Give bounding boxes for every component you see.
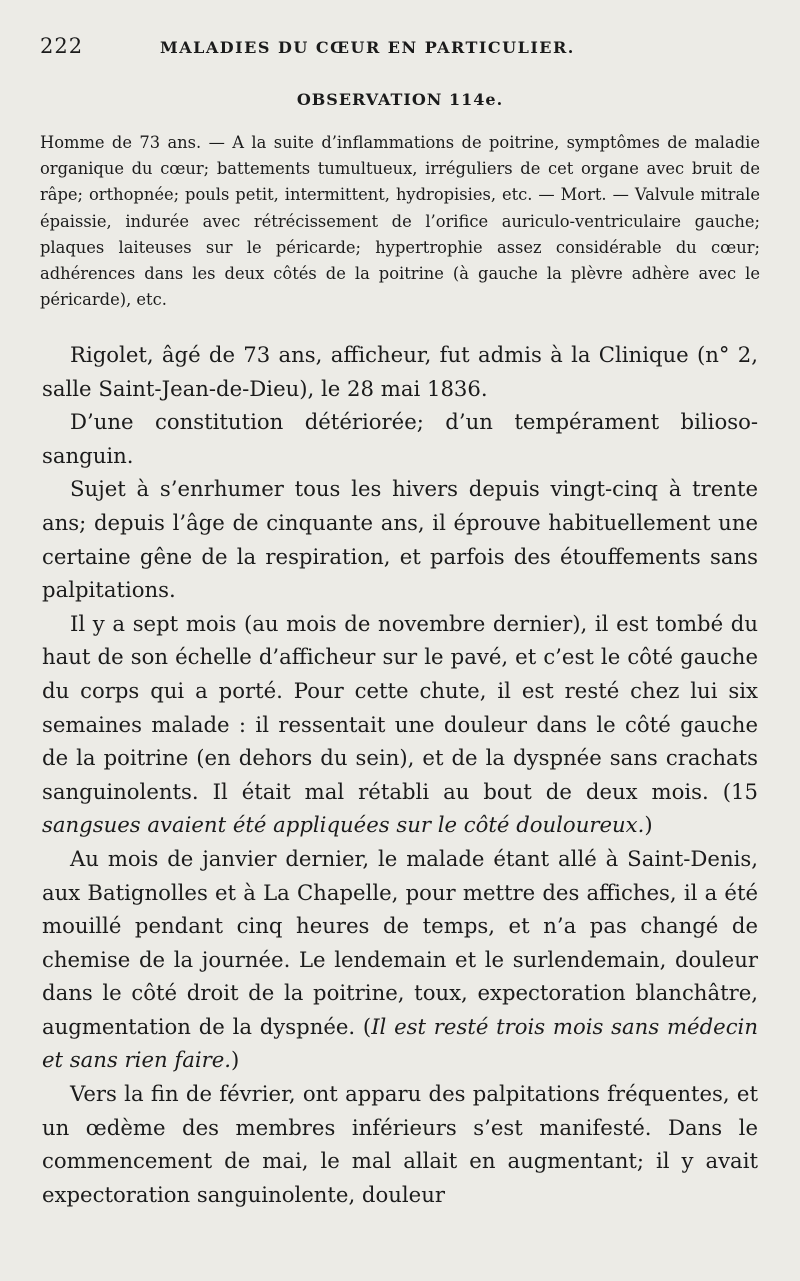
running-head: MALADIES DU CŒUR EN PARTICULIER.: [160, 38, 575, 57]
summary-text: Homme de 73 ans. — A la suite d’inflammations de poitrine, symptômes de maladie organique du cœur; battements tumultueux, irréguliers de cet organe avec bruit de râpe; orthopnée; pouls petit, intermittent, hydropisies, etc. — Mort. — Valvule mitrale épaissie, indurée avec rétrécissement de l’orifice auriculo-ventriculaire gauche; plaques laiteuses sur le péricarde; hypertrophie assez considérable du cœur; adhérences dans les deux côtés de la poitrine (à gauche la plèvre adhère avec le péricarde), etc.: [40, 133, 760, 310]
paragraph-2: D’une constitution détériorée; d’un tempérament bilioso-sanguin.: [42, 409, 758, 468]
paragraph-4-text: Il y a sept mois (au mois de novembre dernier), il est tombé du haut de son échelle d’afficheur sur le pavé, et c’est le côté gauche du corps qui a porté. Pour cette chute, il est resté chez lui six semaines malade : il ressentait une douleur dans le côté gauche de la poitrine (en dehors du sein), et de la dyspnée sans crachats sanguinolents. Il était mal rétabli au bout de deux mois. (15: [42, 610, 758, 804]
paragraph-4-end: ): [644, 812, 653, 838]
paragraph-3: Sujet à s’enrhumer tous les hivers depuis vingt-cinq à trente ans; depuis l’âge de cinquante ans, il éprouve habituellement une certaine gêne de la respiration, et parfois des étouffements sans palpitations.: [42, 476, 758, 603]
paragraph-5-text: Au mois de janvier dernier, le malade étant allé à Saint-Denis, aux Batignolles et à La Chapelle, pour mettre des affiches, il a été mouillé pendant cinq heures de temps, et n’a pas changé de chemise de la journée. Le lendemain et le surlendemain, douleur dans le côté droit de la poitrine, toux, expectoration blanchâtre, augmentation de la dyspnée. (: [42, 845, 758, 1039]
paragraph-4-italic: sangsues avaient été appliquées sur le côté douloureux.: [42, 812, 645, 838]
paragraph-5-italic: Il est resté trois mois sans médecin et sans rien faire.: [42, 1013, 758, 1073]
observation-summary: [40, 130, 760, 313]
paragraph-6: Vers la fin de février, ont apparu des palpitations fréquentes, et un œdème des membres inférieurs s’est manifesté. Dans le commencement de mai, le mal allait en augmentant; il y avait expectoration sanguinolente, douleur: [42, 1081, 758, 1207]
body-text: [42, 338, 758, 1211]
paragraph-1: Rigolet, âgé de 73 ans, afficheur, fut admis à la Clinique (n° 2, salle Saint-Jean-de-Dieu), le 28 mai 1836.: [42, 342, 758, 401]
paragraph-4: [42, 607, 758, 842]
paragraph-5-end: ): [231, 1047, 240, 1073]
page-header: [40, 34, 780, 64]
observation-title: OBSERVATION 114e.: [296, 90, 504, 109]
page-number: 222: [40, 34, 84, 58]
paragraph-5: [42, 842, 758, 1077]
